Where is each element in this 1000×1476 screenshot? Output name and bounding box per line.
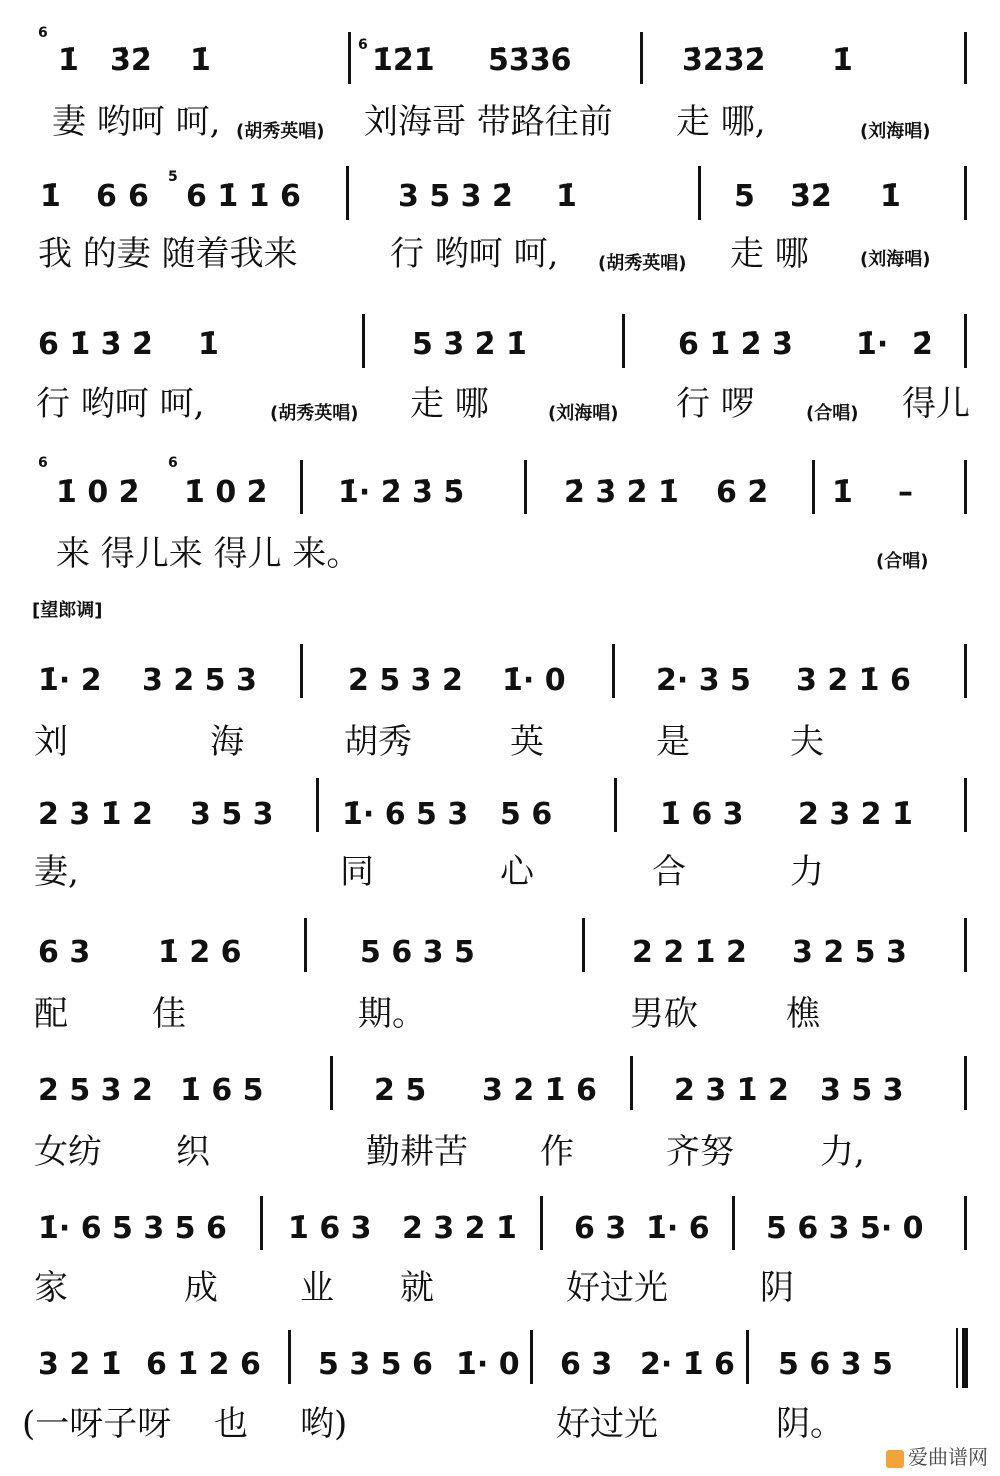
lyric: 力	[790, 852, 824, 892]
lyrics-row	[0, 102, 1000, 146]
lyric: 业	[300, 1268, 334, 1308]
final-barline-thin	[956, 1328, 958, 1388]
lyric: 妻 哟呵 呵,	[52, 102, 221, 142]
notes-row	[0, 636, 1000, 706]
note: 1̇· 6	[646, 1211, 710, 1246]
lyrics-row	[0, 1404, 1000, 1448]
note: 2 3 1̇ 2	[674, 1073, 789, 1108]
barline	[540, 1196, 543, 1250]
note: 6 3	[574, 1211, 627, 1246]
barline	[614, 778, 617, 832]
barline	[964, 166, 967, 220]
note: 5̇3̇3̇6̇	[488, 43, 572, 78]
role-label: (合唱)	[876, 551, 929, 572]
note: 3 2 5 3	[792, 935, 907, 970]
lyric: 期。	[358, 994, 426, 1034]
note: 2· 3 5	[656, 663, 751, 698]
lyric: 胡秀	[344, 722, 412, 762]
lyric: 海	[210, 722, 244, 762]
role-label: (胡秀英唱)	[236, 121, 325, 142]
lyric: (一呀子呀	[22, 1404, 172, 1444]
role-label: (刘海唱)	[860, 249, 931, 270]
lyrics-row	[0, 1132, 1000, 1176]
lyric: 织	[176, 1132, 210, 1172]
site-watermark	[886, 1441, 988, 1470]
barline	[612, 644, 615, 698]
section-label: [望郎调]	[32, 600, 103, 621]
lyric: 合	[652, 852, 686, 892]
note: 1̇·	[856, 327, 889, 362]
note: 3 5 3 2̇	[398, 179, 513, 214]
role-label: (胡秀英唱)	[598, 253, 687, 274]
lyric: 走 哪	[410, 384, 489, 424]
lyric: 成	[184, 1268, 218, 1308]
lyric: 家	[34, 1268, 68, 1308]
barline	[362, 314, 365, 368]
barline	[964, 644, 967, 698]
note: 2 5 3 2	[348, 663, 463, 698]
note: 2 3 2 1̇	[402, 1211, 517, 1246]
barline	[300, 460, 303, 514]
notes-row	[0, 1046, 1000, 1116]
lyrics-row	[0, 234, 1000, 278]
note: 3̇2̇	[790, 179, 832, 214]
lyric: 来 得儿来 得儿 来。	[56, 534, 361, 574]
barline	[304, 918, 307, 972]
note: 1̇ 0 2̇	[184, 475, 268, 510]
lyrics-row	[0, 384, 1000, 428]
lyric: 走 哪	[730, 234, 809, 274]
lyric: 作	[540, 1132, 574, 1172]
note: 6 1̇ 1̇ 6	[186, 179, 301, 214]
note: 1̇	[58, 43, 79, 78]
barline	[732, 1196, 735, 1250]
lyrics-row	[0, 1268, 1000, 1312]
barline	[964, 1196, 967, 1250]
note: 3̇2̇	[110, 43, 152, 78]
barline	[582, 918, 585, 972]
lyric: 心	[500, 852, 534, 892]
role-label: (刘海唱)	[860, 121, 931, 142]
note: 1̇	[198, 327, 219, 362]
barline	[964, 778, 967, 832]
note: 1̇ 6 3	[288, 1211, 372, 1246]
watermark-text: 爱曲谱网	[908, 1445, 988, 1469]
note: 1̇ 0 2̇	[56, 475, 140, 510]
lyric: 阴。	[776, 1404, 844, 1444]
note: 5 6	[500, 797, 553, 832]
lyric: 夫	[790, 722, 824, 762]
lyric: 也	[214, 1404, 248, 1444]
barline	[964, 32, 967, 84]
note: 2̇ 3̇ 2̇ 1̇	[564, 475, 679, 510]
barline	[330, 1056, 333, 1110]
note: –	[898, 475, 913, 510]
grace-note: 6	[168, 455, 178, 471]
note: 6	[128, 179, 149, 214]
note: 2· 1̇ 6	[640, 1347, 735, 1382]
note: 6 1̇ 2̇ 3̇	[678, 327, 793, 362]
lyric: 刘	[34, 722, 68, 762]
barline	[348, 32, 351, 84]
note: 1̇ 6 3	[660, 797, 744, 832]
barline	[530, 1330, 533, 1384]
lyric: 佳	[152, 994, 186, 1034]
barline	[964, 314, 967, 368]
lyric: 行 哟呵 呵,	[390, 234, 559, 274]
note: 5 3̇ 2̇ 1̇	[412, 327, 527, 362]
note: 1̇· 2̇ 3̇ 5̇	[338, 475, 465, 510]
note: 5 6 3 5	[360, 935, 475, 970]
barline	[640, 32, 643, 84]
note: 5 6 3 5	[778, 1347, 893, 1382]
lyric: 樵	[786, 994, 820, 1034]
notes-row	[0, 770, 1000, 840]
barline	[964, 918, 967, 972]
note: 1̇	[190, 43, 211, 78]
note: 1̇	[832, 43, 853, 78]
note: 5 6 3 5· 0	[766, 1211, 924, 1246]
note: 3 2 1̇ 6	[482, 1073, 597, 1108]
lyric: 力,	[820, 1132, 865, 1172]
lyric: 好过光	[566, 1268, 668, 1308]
lyric: 齐努	[666, 1132, 734, 1172]
lyric: 走 哪,	[676, 102, 766, 142]
note: 1̇· 6 5 3	[342, 797, 469, 832]
note: 6 2̇	[716, 475, 769, 510]
role-label: (合唱)	[806, 403, 859, 424]
lyric: 妻,	[34, 852, 79, 892]
barline	[300, 644, 303, 698]
notes-row	[0, 450, 1000, 520]
grace-note: 6	[38, 455, 48, 471]
notes-row	[0, 20, 1000, 90]
note: 2 5 3 2	[38, 1073, 153, 1108]
notes-row	[0, 160, 1000, 230]
note: 3 2 1̇	[38, 1347, 122, 1382]
note: 1̇ 6 5	[180, 1073, 264, 1108]
lyric: 男砍	[630, 994, 698, 1034]
note: 1̇· 6 5 3 5 6	[38, 1211, 227, 1246]
note: 5 3 5 6	[318, 1347, 433, 1382]
lyric: 是	[656, 722, 690, 762]
note: 3 2 1̇ 6	[796, 663, 911, 698]
note: 3̇2̇3̇2̇	[682, 43, 766, 78]
barline	[622, 314, 625, 368]
barline	[260, 1196, 263, 1250]
notes-row	[0, 906, 1000, 976]
note: 2̇	[912, 327, 933, 362]
lyrics-row	[0, 534, 1000, 578]
note: 3 5 3	[190, 797, 274, 832]
note: 1̇· 0	[502, 663, 566, 698]
role-label: (刘海唱)	[548, 403, 619, 424]
grace-note: 6	[358, 37, 368, 53]
note: 2 3 2 1̇	[798, 797, 913, 832]
lyric: 行 哟呵 呵,	[36, 384, 205, 424]
barline	[698, 166, 701, 220]
lyric: 哟)	[300, 1404, 348, 1444]
note: 1̇ 2 6	[158, 935, 242, 970]
note: 6 1̇ 2 6	[146, 1347, 261, 1382]
note: 3 5 3	[820, 1073, 904, 1108]
lyric: 刘海哥 带路往前	[364, 102, 613, 142]
barline	[812, 460, 815, 514]
note: 1̇· 2	[38, 663, 102, 698]
grace-note: 5	[168, 169, 178, 185]
final-barline-thick	[962, 1328, 968, 1388]
lyrics-row	[0, 994, 1000, 1038]
note: 6	[96, 179, 117, 214]
lyric: 女纺	[34, 1132, 102, 1172]
barline	[316, 778, 319, 832]
lyric: 好过光	[556, 1404, 658, 1444]
note: 1̇· 0	[456, 1347, 520, 1382]
note: 1̇	[556, 179, 577, 214]
notes-row	[0, 310, 1000, 380]
lyric: 配	[34, 994, 68, 1034]
note: 2 2 1̇ 2	[632, 935, 747, 970]
lyric: 就	[400, 1268, 434, 1308]
barline	[964, 1056, 967, 1110]
lyric: 同	[340, 852, 374, 892]
note: 3 2 5 3	[142, 663, 257, 698]
note: 2 5	[374, 1073, 427, 1108]
note: 1̇2̇1̇	[372, 43, 435, 78]
lyric: 英	[510, 722, 544, 762]
barline	[524, 460, 527, 514]
lyric: 行 啰	[676, 384, 755, 424]
barline	[346, 166, 349, 220]
barline	[746, 1330, 749, 1384]
lyric: 阴	[760, 1268, 794, 1308]
music-note-icon	[886, 1450, 904, 1468]
barline	[288, 1330, 291, 1384]
lyrics-row	[0, 722, 1000, 766]
grace-note: 6	[38, 25, 48, 41]
lyric: 我 的妻 随着我来	[38, 234, 298, 274]
barline	[964, 460, 967, 514]
lyric: 勤耕苦	[366, 1132, 468, 1172]
role-label: (胡秀英唱)	[270, 403, 359, 424]
note: 1̇	[880, 179, 901, 214]
lyric: 得儿	[902, 384, 970, 424]
note: 5	[734, 179, 755, 214]
notes-row	[0, 1186, 1000, 1256]
note: 6 3	[560, 1347, 613, 1382]
barline	[630, 1056, 633, 1110]
note: 6 1̇ 3̇ 2̇	[38, 327, 153, 362]
note: 1̇	[832, 475, 853, 510]
notes-row	[0, 1320, 1000, 1390]
note: 1̇	[40, 179, 61, 214]
note: 2 3 1̇ 2	[38, 797, 153, 832]
lyrics-row	[0, 852, 1000, 896]
note: 6 3	[38, 935, 91, 970]
